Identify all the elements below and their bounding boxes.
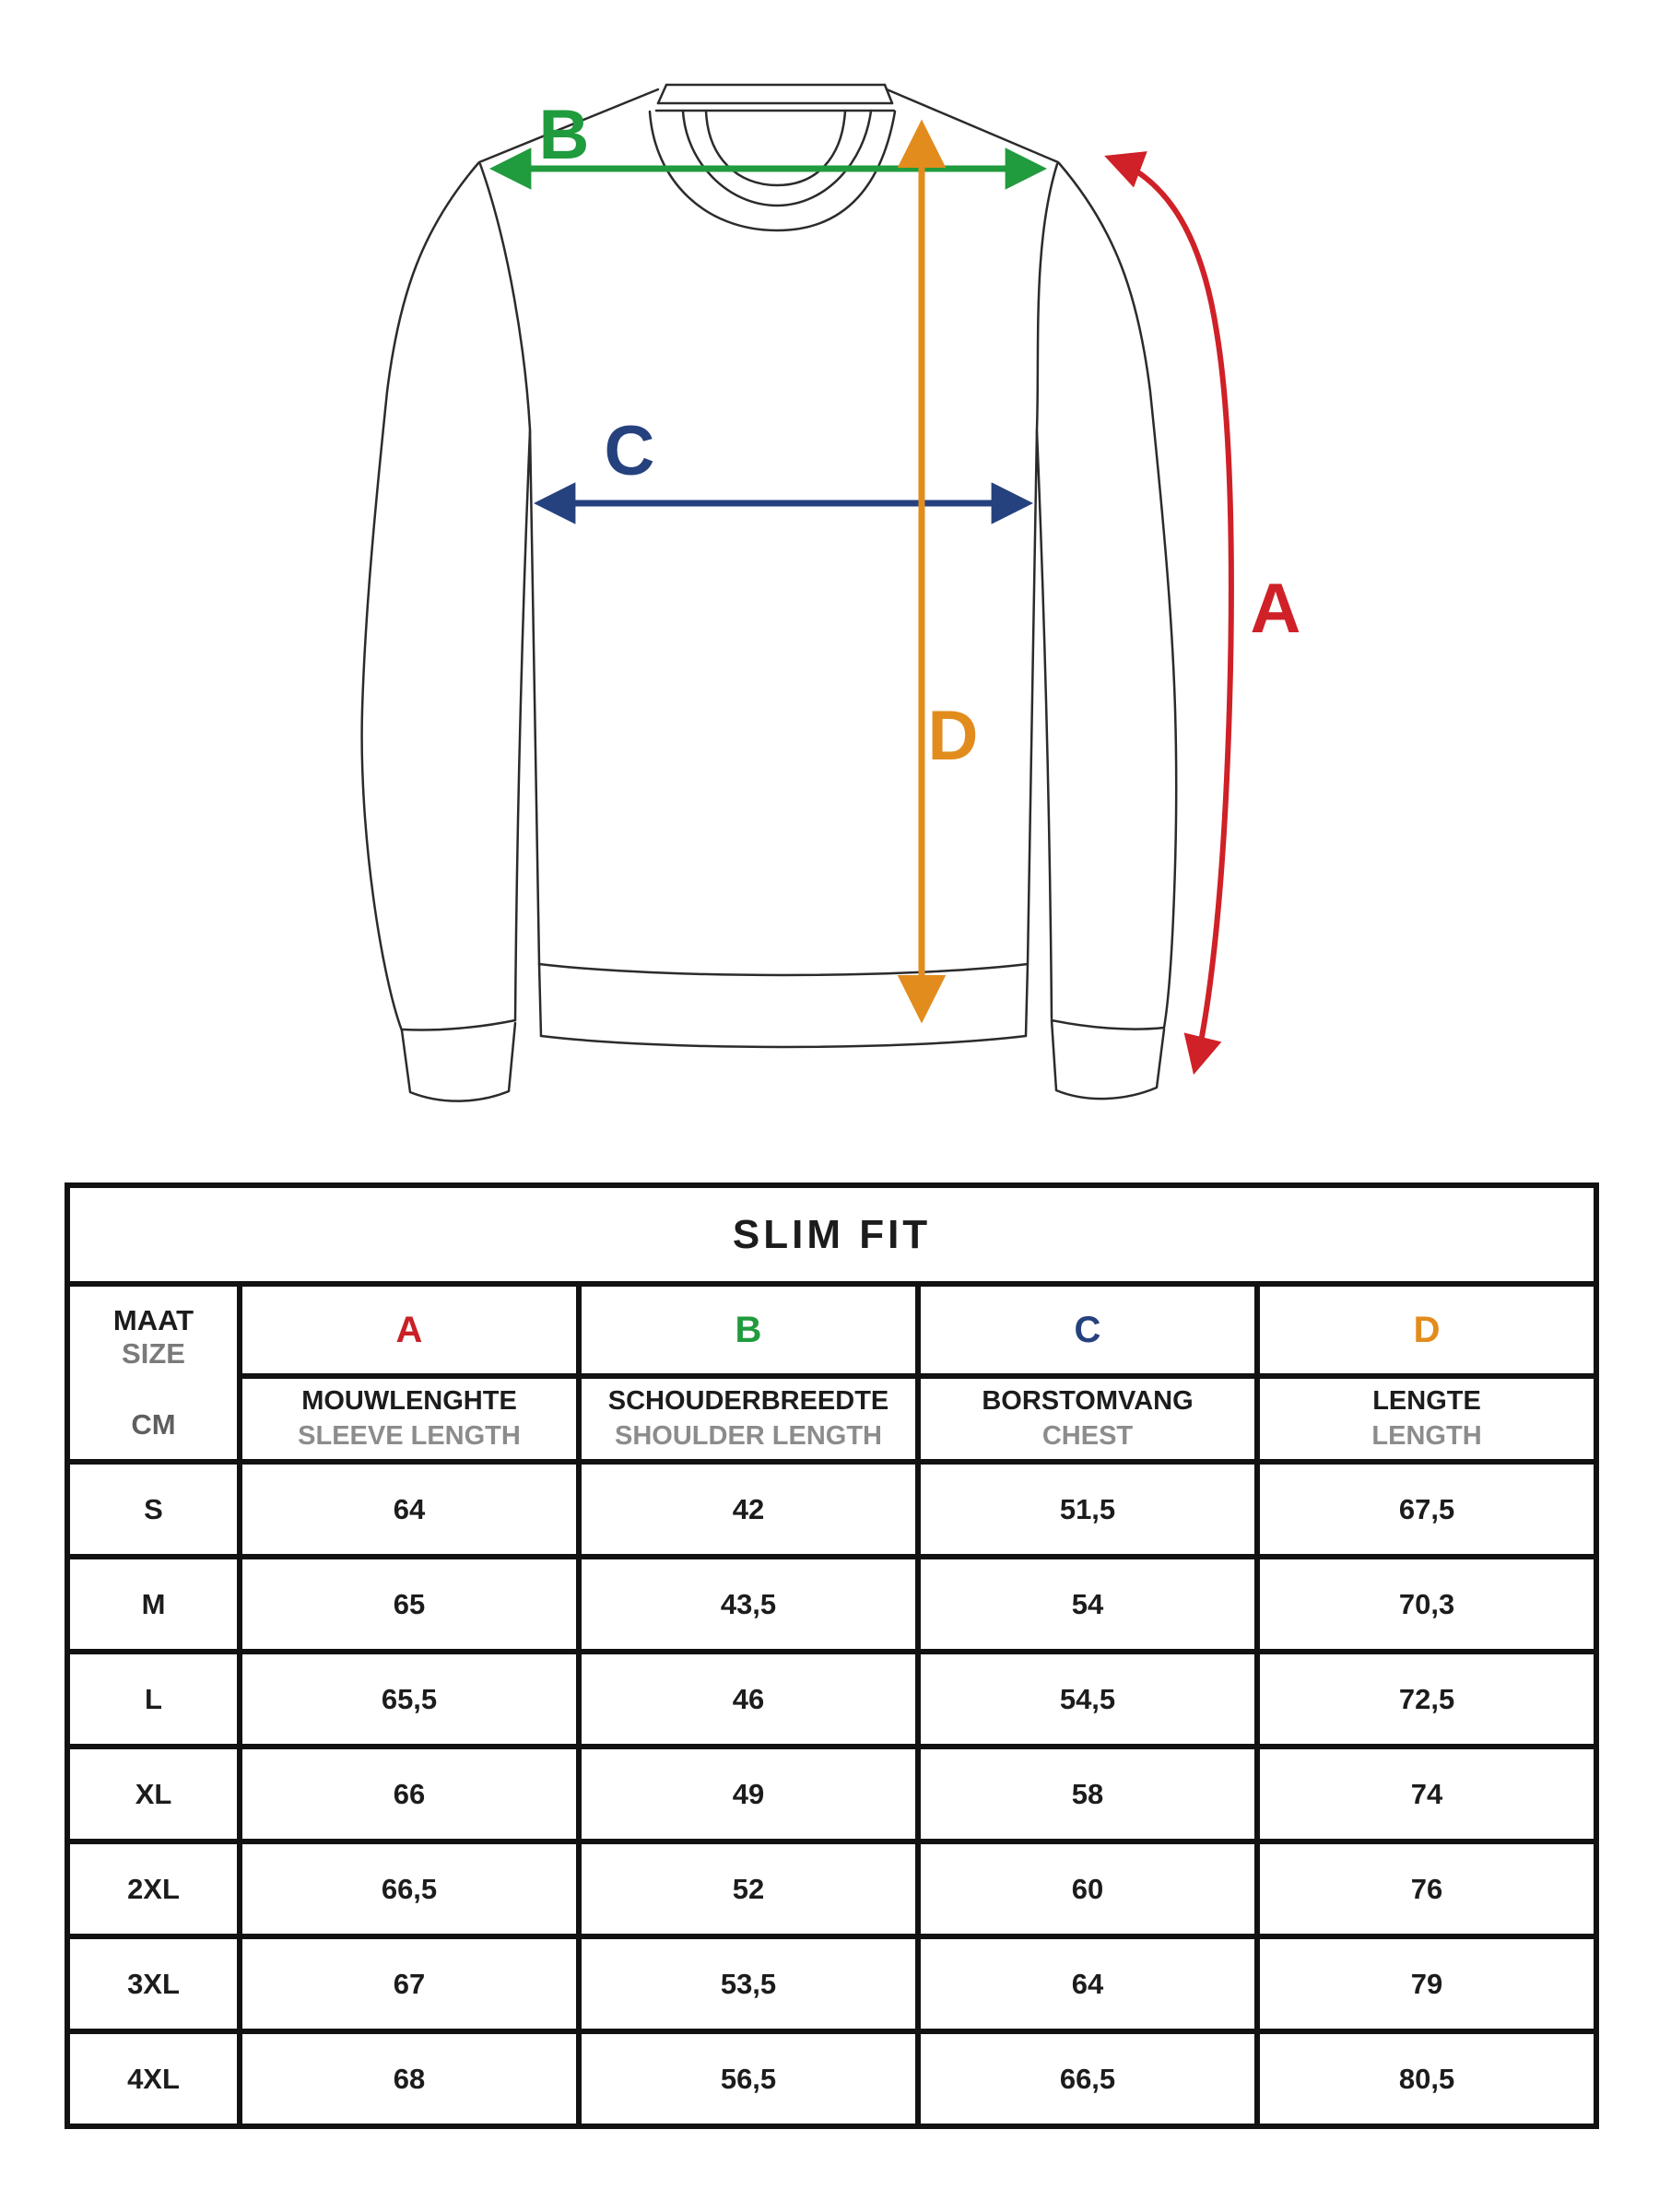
table-row-s [67,1462,1596,1557]
cell-s-d: 67,5 [1257,1462,1596,1557]
col-header-letter-a: A [240,1284,579,1376]
col-header-letter-b: B [579,1284,918,1376]
cell-3xl-d: 79 [1257,1936,1596,2031]
row-label-m: M [67,1557,240,1652]
col-header-desc-b [579,1376,918,1462]
label-en-d: LENGTH [1371,1420,1482,1451]
table-row-2xl [67,1841,1596,1936]
row-label-2xl: 2XL [67,1841,240,1936]
body-side-left [530,429,541,1036]
cell-l-a: 65,5 [240,1652,579,1747]
cell-s-c: 51,5 [918,1462,1257,1557]
label-b: B [538,96,590,174]
armhole-seam-right [1037,164,1057,429]
description-header-row [67,1376,1596,1462]
sleeve-right [1037,163,1176,1099]
cell-xl-c: 58 [918,1747,1257,1841]
size-table-container [65,1182,1594,2124]
label-en-a: SLEEVE LENGTH [298,1420,521,1451]
sleeve-left [362,163,530,1101]
size-header-maat: MAAT [112,1303,194,1336]
row-label-s: S [67,1462,240,1557]
cell-4xl-b: 56,5 [579,2031,918,2126]
collar [650,85,895,230]
body-side-right [1026,429,1037,1036]
col-header-desc-d [1257,1376,1596,1462]
size-header-cell [67,1284,240,1462]
row-label-4xl: 4XL [67,2031,240,2126]
armhole-seam-left [480,164,530,429]
shoulder-seam-right [887,89,1058,162]
cell-2xl-d: 76 [1257,1841,1596,1936]
cell-l-d: 72,5 [1257,1652,1596,1747]
sweater-outline [362,85,1177,1101]
label-en-c: CHEST [1041,1420,1134,1451]
cell-3xl-b: 53,5 [579,1936,918,2031]
label-nl-c: BORSTOMVANG [982,1385,1194,1416]
cell-xl-b: 49 [579,1747,918,1841]
letter-header-row [67,1284,1596,1376]
size-header-stack [70,1287,237,1459]
col-header-desc-a [240,1376,579,1462]
cell-m-a: 65 [240,1557,579,1652]
cell-2xl-a: 66,5 [240,1841,579,1936]
col-header-letter-d: D [1257,1284,1596,1376]
label-nl-b: SCHOUDERBREEDTE [607,1385,889,1416]
size-header-size: SIZE [122,1336,185,1370]
table-row-3xl [67,1936,1596,2031]
cell-l-b: 46 [579,1652,918,1747]
row-label-xl: XL [67,1747,240,1841]
col-header-letter-c: C [918,1284,1257,1376]
label-nl-d: LENGTE [1372,1385,1481,1416]
size-table [65,1182,1599,2129]
cell-3xl-a: 67 [240,1936,579,2031]
table-row-4xl [67,2031,1596,2126]
table-row-xl [67,1747,1596,1841]
label-en-b: SHOULDER LENGTH [615,1420,882,1451]
label-d: D [927,697,979,775]
cell-4xl-c: 66,5 [918,2031,1257,2126]
cell-m-c: 54 [918,1557,1257,1652]
cell-l-c: 54,5 [918,1652,1257,1747]
cell-2xl-c: 60 [918,1841,1257,1936]
arrow-a-sleeve-length [1112,159,1231,1067]
label-c: C [604,412,655,490]
cell-m-b: 43,5 [579,1557,918,1652]
cell-xl-a: 66 [240,1747,579,1841]
table-title: SLIM FIT [67,1185,1596,1284]
row-label-3xl: 3XL [67,1936,240,2031]
cell-4xl-a: 68 [240,2031,579,2126]
cell-m-d: 70,3 [1257,1557,1596,1652]
hem-band [539,964,1028,1047]
cell-s-a: 64 [240,1462,579,1557]
table-row-m [67,1557,1596,1652]
size-header-cm: CM [131,1408,176,1441]
cell-xl-d: 74 [1257,1747,1596,1841]
row-label-l: L [67,1652,240,1747]
table-row-l [67,1652,1596,1747]
label-nl-a: MOUWLENGHTE [301,1385,517,1416]
cell-4xl-d: 80,5 [1257,2031,1596,2126]
cell-s-b: 42 [579,1462,918,1557]
table-title-row [67,1185,1596,1284]
col-header-desc-c [918,1376,1257,1462]
label-a: A [1250,570,1301,648]
cell-3xl-c: 64 [918,1936,1257,2031]
cell-2xl-b: 52 [579,1841,918,1936]
